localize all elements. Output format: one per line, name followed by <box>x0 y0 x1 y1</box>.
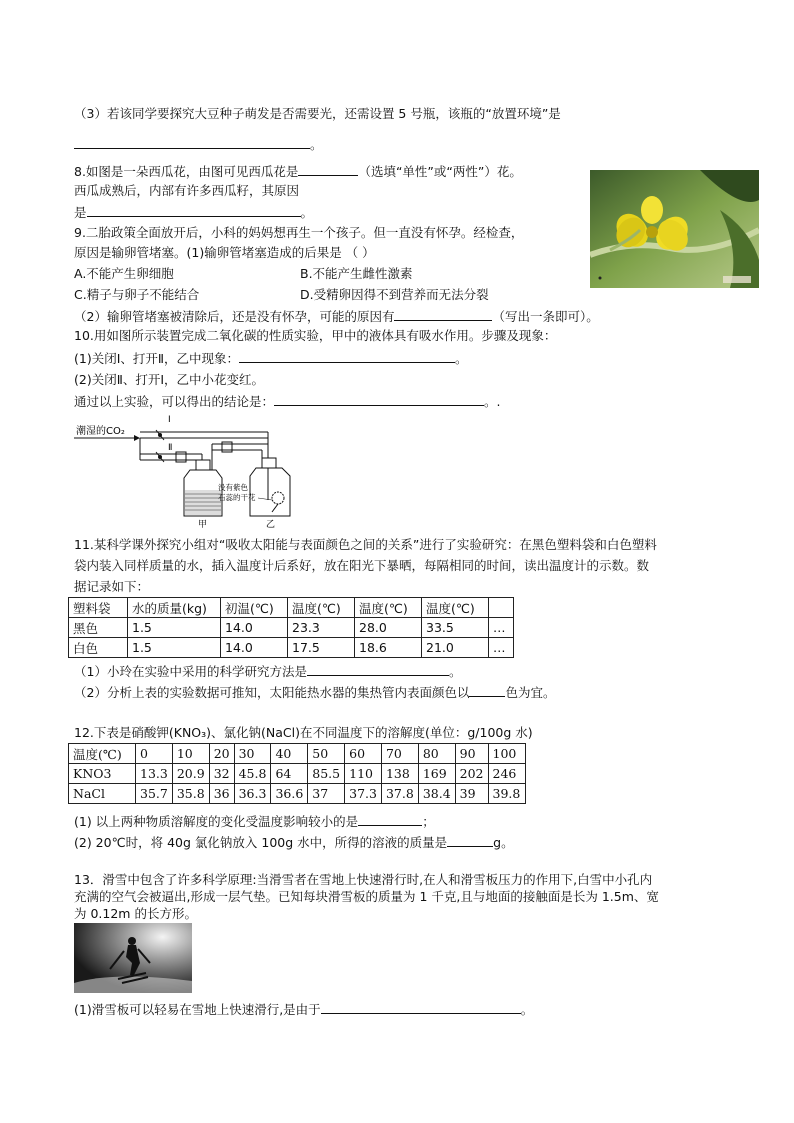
q10-line1: 10.用如图所示装置完成二氧化碳的性质实验，甲中的液体具有吸水作用。步骤及现象： <box>74 328 557 343</box>
q13-line1: 13．滑雪中包含了许多科学原理:当滑雪者在雪地上快速滑行时,在人和滑雪板压力的作用下,白雪中小孔内 <box>74 872 653 887</box>
table-cell: 36.3 <box>234 784 271 804</box>
table-cell: 28.0 <box>355 618 422 638</box>
q13-sub1: (1)滑雪板可以轻易在雪地上快速滑行,是由于 。 <box>74 1002 534 1017</box>
table-header-cell: 50 <box>308 744 345 764</box>
q10-line4: 通过以上实验，可以得出的结论是： 。. <box>74 394 501 409</box>
q8-line1: 8.如图是一朵西瓜花，由图可见西瓜花是 （选填“单性”或“两性”）花。 <box>74 164 522 179</box>
q9-option-b[interactable]: B.不能产生雌性激素 <box>300 266 413 281</box>
valve-2-label: Ⅱ <box>168 443 173 453</box>
q9-option-a[interactable]: A.不能产生卵细胞 <box>74 266 174 281</box>
table-cell: 37.3 <box>345 784 382 804</box>
table-cell: 138 <box>381 764 418 784</box>
q8-line3: 是 。 <box>74 205 314 220</box>
table-cell: 14.0 <box>221 618 288 638</box>
table-header-cell: 60 <box>345 744 382 764</box>
q10-blank2[interactable] <box>274 393 484 406</box>
q10-line2: (1)关闭Ⅰ、打开Ⅱ，乙中现象： 。 <box>74 351 468 366</box>
q11-line1: 11.某科学课外探究小组对“吸收太阳能与表面颜色之间的关系”进行了实验研究：在黑色塑料袋和白色塑料 <box>74 537 657 552</box>
q8-blank1[interactable] <box>298 163 358 176</box>
table-cell: 37.8 <box>381 784 418 804</box>
table-row <box>69 638 514 658</box>
valve-1-label: Ⅰ <box>168 415 171 425</box>
q9-option-d[interactable]: D.受精卵因得不到营养而无法分裂 <box>300 287 489 302</box>
table-header-row <box>69 744 526 764</box>
table-cell: 36 <box>209 784 234 804</box>
table-header-cell: 温度(℃) <box>288 598 355 618</box>
bottle-jia-icon <box>184 460 222 516</box>
q10-blank1[interactable] <box>239 350 455 363</box>
q9-line2: 原因是输卵管堵塞。(1)输卵管堵塞造成的后果是 （ ） <box>74 245 375 260</box>
flower-note-line1: 没有紫色 <box>218 483 248 492</box>
table-header-cell: 80 <box>418 744 455 764</box>
table-header-cell: 水的质量(kg) <box>128 598 221 618</box>
table-cell: NaCl <box>69 784 136 804</box>
table-cell: … <box>489 618 514 638</box>
q7-sub3-answer-blank[interactable]: 。 <box>74 136 323 153</box>
table-cell: 246 <box>488 764 525 784</box>
table-cell: 1.5 <box>128 618 221 638</box>
q9-option-c[interactable]: C.精子与卵子不能结合 <box>74 287 200 302</box>
table-cell: 白色 <box>69 638 128 658</box>
q9-line1: 9.二胎政策全面放开后，小科的妈妈想再生一个孩子。但一直没有怀孕。经检查， <box>74 225 524 240</box>
table-cell: 35.7 <box>136 784 173 804</box>
q11-line2: 袋内装入同样质量的水，插入温度计后系好，放在阳光下暴晒，每隔相同的时间，读出温度计的示数。数 <box>74 558 650 573</box>
q11-table <box>68 597 514 658</box>
table-cell: 21.0 <box>422 638 489 658</box>
q12-blank2[interactable] <box>447 834 493 847</box>
table-header-cell: 90 <box>455 744 488 764</box>
q12-blank1[interactable] <box>358 813 422 826</box>
table-header-cell: 100 <box>488 744 525 764</box>
table-cell: 14.0 <box>221 638 288 658</box>
table-header-cell: 0 <box>136 744 173 764</box>
skier-photo <box>74 923 192 993</box>
bottle-yi-icon <box>250 458 290 516</box>
q12-line1: 12.下表是硝酸钾(KNO₃)、氯化钠(NaCl)在不同温度下的溶解度(单位：g/100g 水) <box>74 725 533 740</box>
table-header-cell: 20 <box>209 744 234 764</box>
table-cell: 37 <box>308 784 345 804</box>
table-header-cell: 初温(℃) <box>221 598 288 618</box>
q12-table <box>68 743 526 804</box>
table-cell: 13.3 <box>136 764 173 784</box>
table-cell: 110 <box>345 764 382 784</box>
q11-line3: 据记录如下： <box>74 579 150 594</box>
table-row <box>69 784 526 804</box>
table-cell: 85.5 <box>308 764 345 784</box>
table-cell: KNO3 <box>69 764 136 784</box>
table-cell: 20.9 <box>172 764 209 784</box>
table-cell: 38.4 <box>418 784 455 804</box>
q7-sub3: （3）若该同学要探究大豆种子萌发是否需要光，还需设置 5 号瓶，该瓶的“放置环境”是 <box>74 106 561 121</box>
co2-inlet-label: 潮湿的CO₂ <box>76 426 125 437</box>
table-cell: 39.8 <box>488 784 525 804</box>
table-header-cell: 40 <box>271 744 308 764</box>
table-header-cell: 30 <box>234 744 271 764</box>
q13-line2: 充满的空气会被逼出,形成一层气垫。已知每块滑雪板的质量为 1 千克,且与地面的接触面是长为 1.5m、宽 <box>74 889 659 904</box>
q8-line2: 西瓜成熟后，内部有许多西瓜籽，其原因 <box>74 183 300 198</box>
q12-sub2: (2) 20℃时，将 40g 氯化钠放入 100g 水中，所得的溶液的质量是 g。 <box>74 835 514 850</box>
q11-sub2: （2）分析上表的实验数据可推知，太阳能热水器的集热管内表面颜色以 色为宜。 <box>74 685 556 700</box>
table-cell: 23.3 <box>288 618 355 638</box>
table-cell: 18.6 <box>355 638 422 658</box>
q13-line3: 为 0.12m 的长方形。 <box>74 906 197 921</box>
table-header-cell: 10 <box>172 744 209 764</box>
table-header-cell: 温度(℃) <box>69 744 136 764</box>
table-cell: 33.5 <box>422 618 489 638</box>
table-cell: 17.5 <box>288 638 355 658</box>
table-cell: 36.6 <box>271 784 308 804</box>
co2-apparatus-diagram <box>72 410 322 530</box>
table-header-cell: 塑料袋 <box>69 598 128 618</box>
table-header-cell <box>489 598 514 618</box>
table-header-cell: 温度(℃) <box>355 598 422 618</box>
table-cell: 39 <box>455 784 488 804</box>
q11-blank1[interactable] <box>307 663 449 676</box>
table-cell: 1.5 <box>128 638 221 658</box>
q12-sub1: (1) 以上两种物质溶解度的变化受温度影响较小的是 ； <box>74 814 435 829</box>
table-cell: 35.8 <box>172 784 209 804</box>
table-header-cell: 温度(℃) <box>422 598 489 618</box>
table-cell: 202 <box>455 764 488 784</box>
bottle-yi-label: 乙 <box>266 520 276 530</box>
bottle-jia-label: 甲 <box>198 520 208 530</box>
q8-blank2[interactable] <box>87 204 301 217</box>
table-cell: 169 <box>418 764 455 784</box>
table-row <box>69 764 526 784</box>
table-cell: 32 <box>209 764 234 784</box>
q11-sub1: （1）小玲在实验中采用的科学研究方法是 。 <box>74 664 462 679</box>
q9-blank[interactable] <box>394 308 492 321</box>
q13-blank1[interactable] <box>321 1001 521 1014</box>
q11-blank2[interactable] <box>469 684 505 697</box>
table-header-cell: 70 <box>381 744 418 764</box>
table-row <box>69 618 514 638</box>
q9-sub2: （2）输卵管堵塞被清除后，还是没有怀孕，可能的原因有 （写出一条即可）。 <box>74 309 599 324</box>
table-header-row <box>69 598 514 618</box>
flower-note-line2: 石蕊的干花 <box>218 493 256 502</box>
q10-line3: (2)关闭Ⅱ、打开Ⅰ，乙中小花变红。 <box>74 372 265 387</box>
table-cell: 黑色 <box>69 618 128 638</box>
table-cell: 64 <box>271 764 308 784</box>
watermelon-flower-photo <box>590 170 759 288</box>
table-cell: … <box>489 638 514 658</box>
table-cell: 45.8 <box>234 764 271 784</box>
